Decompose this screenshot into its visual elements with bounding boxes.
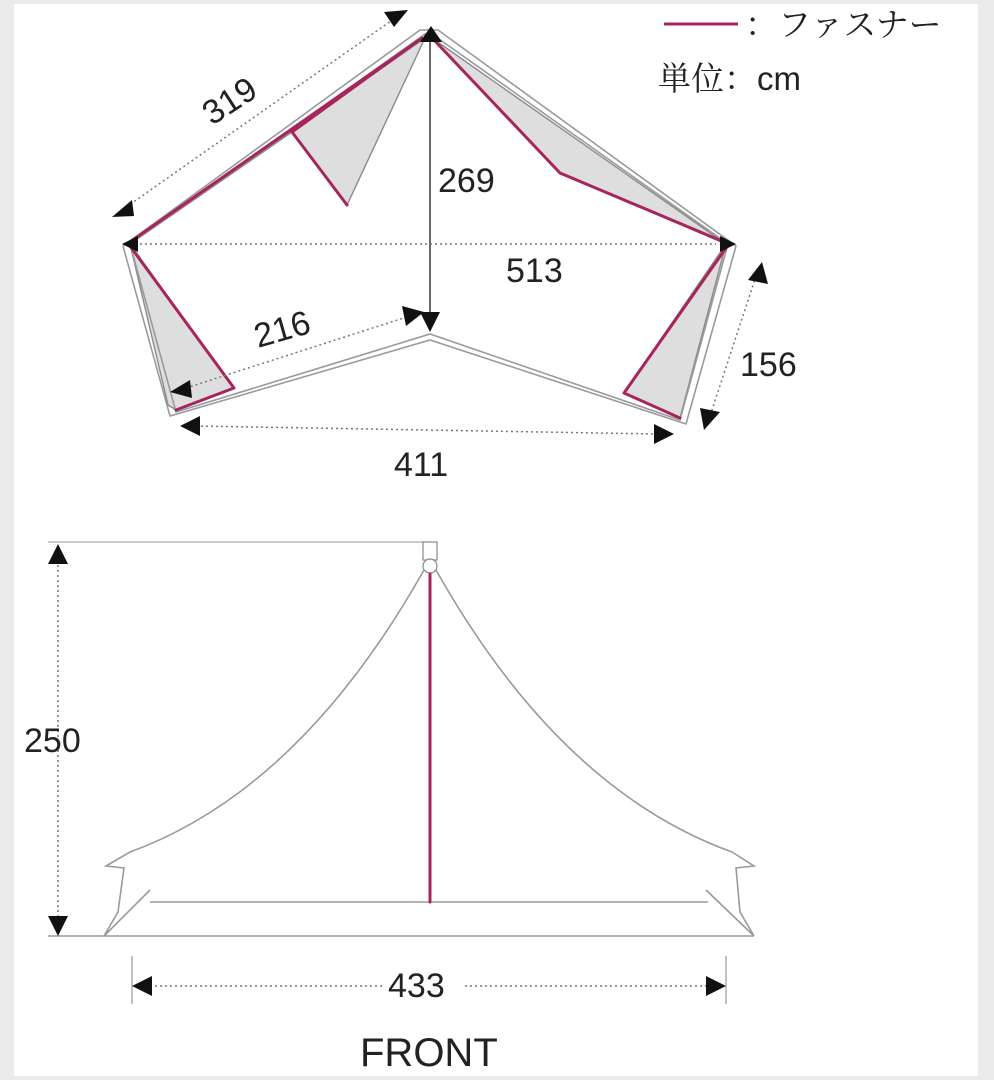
arrow-319-b [384, 10, 408, 27]
corner-marker-right [720, 236, 736, 252]
tent-roof-right [436, 570, 732, 852]
zipper-legend-label: ：ファスナー [745, 6, 942, 43]
arrow-250-bottom [48, 916, 68, 936]
arrow-216-b [402, 306, 424, 326]
arrow-319-a [112, 200, 134, 217]
dim-269-label: 269 [438, 162, 495, 200]
front-view [24, 542, 754, 1075]
dim-216-label: 216 [249, 303, 315, 356]
dim-433-label: 433 [388, 967, 445, 1005]
pole-top-ring [423, 559, 437, 573]
arrow-156-a [748, 262, 768, 284]
arrow-269 [420, 312, 440, 332]
dim-411-label: 411 [394, 446, 449, 484]
unit-label: 単位：cm [658, 60, 801, 97]
front-caption: FRONT [360, 1031, 498, 1075]
pole-top-cap [423, 542, 437, 560]
arrow-411-a [180, 416, 200, 436]
dim-513-label: 513 [506, 252, 563, 290]
tent-corner-right [706, 852, 754, 936]
zipper-left-upper [130, 38, 422, 242]
arrow-411-b [654, 424, 674, 444]
dim-250-label: 250 [24, 722, 81, 760]
dim-156-label: 156 [740, 346, 797, 384]
arrow-433-left [132, 976, 152, 996]
dim-line-411 [196, 426, 656, 434]
dim-319-label: 319 [195, 69, 264, 133]
arrow-433-right [706, 976, 726, 996]
tent-corner-left [104, 852, 150, 936]
tent-roof-left [130, 570, 424, 852]
arrow-250-top [48, 544, 68, 564]
peak-marker [420, 26, 442, 42]
arrow-156-b [700, 408, 720, 430]
